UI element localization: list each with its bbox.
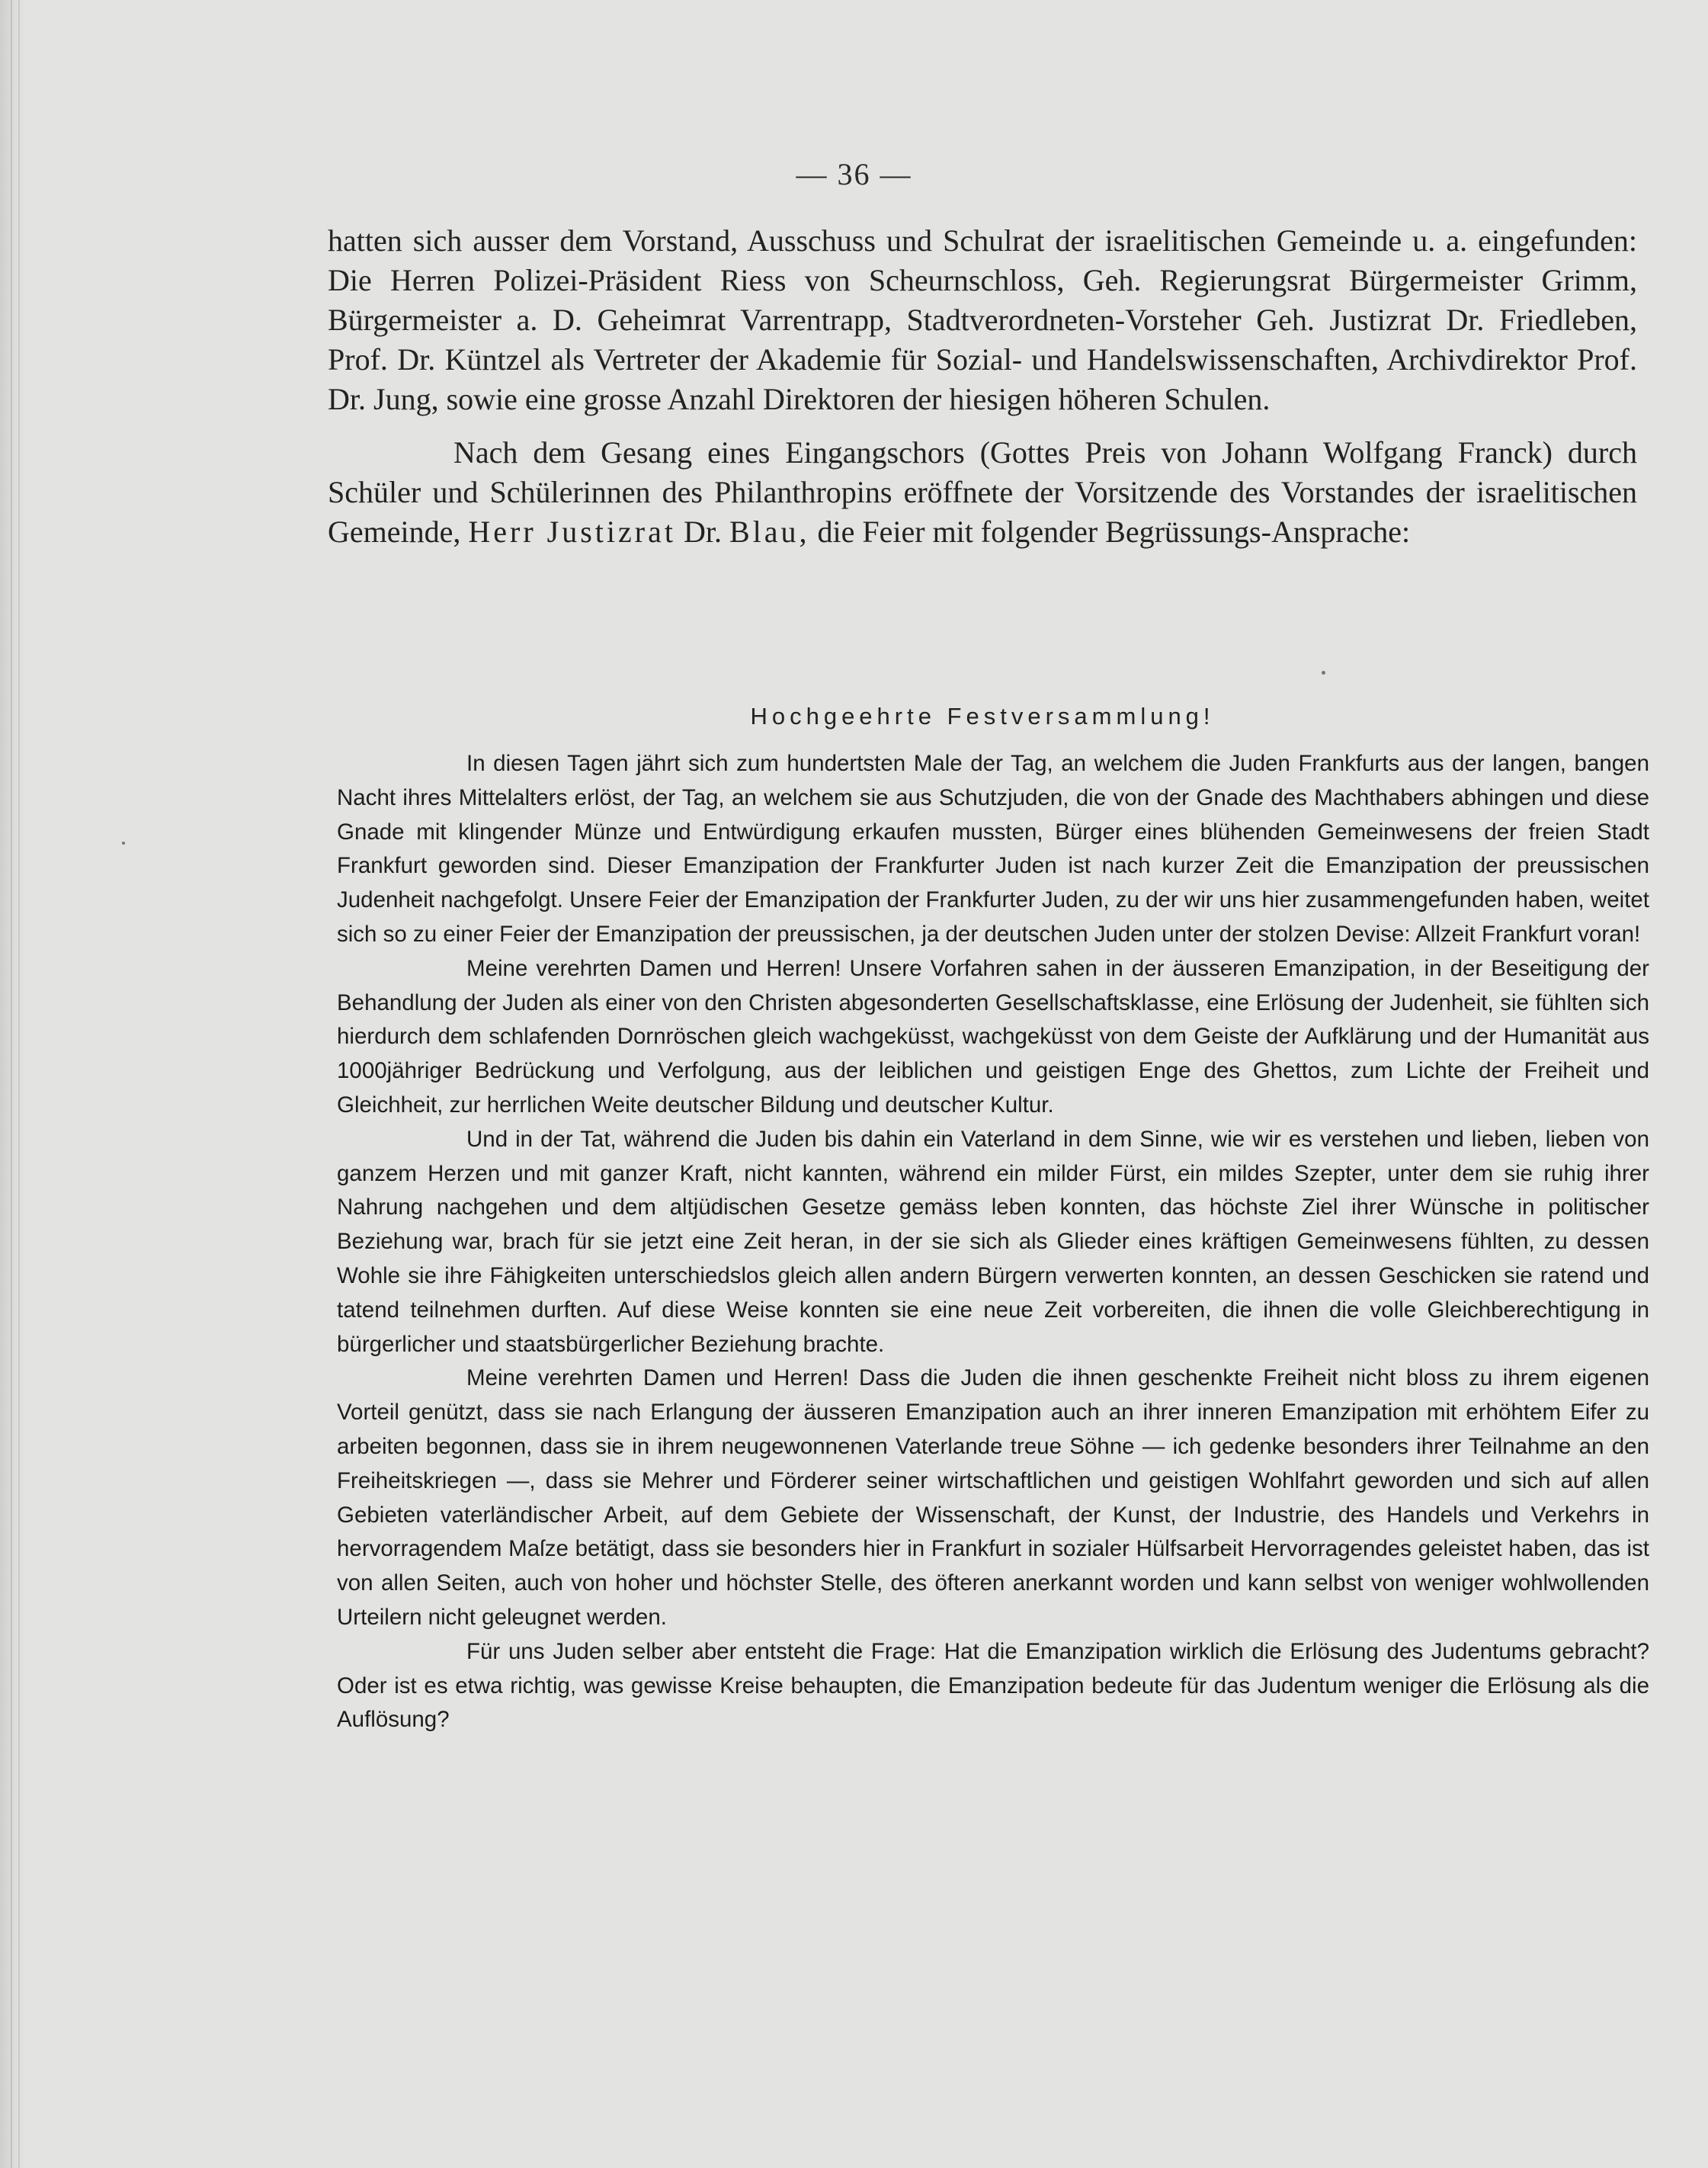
intro-text-segment: Dr. <box>683 515 722 549</box>
speech-paragraph: In diesen Tagen jährt sich zum hundertsten Male der Tag, an welchem die Juden Frankfurts aus der langen, bangen Nacht ihres Mittelalters erlöst, der Tag, an welchem sie aus Schutzjuden, die von der Gnade des Machthabers abhingen und diese Gnade mit klingender Münze und Entwürdigung erkaufen mussten, Bürger eines blühenden Gemeinwesens der freien Stadt Frankfurt geworden sind. Dieser Emanzipation der Frankfurter Juden ist nach kurzer Zeit die Emanzipation der preussischen Judenheit nachgefolgt. Unsere Feier der Emanzipation der Frankfurter Juden, zu der wir uns hier zusammengefunden haben, weitet sich so zu einer Feier der Emanzipation der preussischen, ja der deutschen Juden unter der stolzen Devise: Allzeit Frankfurt voran! <box>337 751 1649 947</box>
speech-body <box>337 747 1649 1737</box>
intro-paragraph: hatten sich ausser dem Vorstand, Ausschuss und Schulrat der israelitischen Gemeinde u. a. eingefunden: Die Herren Polizei-Präsident Riess von Scheurnschloss, Geh. Regierungsrat Bürgermeister Grimm, Bürgermeister a. D. Geheimrat Varrentrapp, Stadtverordneten-Vorsteher Geh. Justizrat Dr. Friedleben, Prof. Dr. Küntzel als Vertreter der Akademie für Sozial- und Handelswissenschaften, Archivdirektor Prof. Dr. Jung, sowie eine grosse Anzahl Direktoren der hiesigen höheren Schulen. <box>328 223 1637 416</box>
speech-paragraph: Für uns Juden selber aber entsteht die Frage: Hat die Emanzipation wirklich die Erlösung des Judentums gebracht? Oder ist es etwa richtig, was gewisse Kreise behaupten, die Emanzipation bedeute für das Judentum weniger die Erlösung als die Auflösung? <box>337 1638 1649 1733</box>
speaker-title: Herr Justizrat <box>468 515 676 549</box>
page-number: — 36 — <box>796 157 912 191</box>
intro-text-segment: die Feier mit folgender Begrüssungs-Ansprache: <box>817 515 1411 549</box>
speech-paragraph: Und in der Tat, während die Juden bis dahin ein Vaterland in dem Sinne, wie wir es verstehen und lieben, lieben von ganzem Herzen und mit ganzer Kraft, nicht kannten, während ein milder Fürst, ein mildes Szepter, unter dem sie ruhig ihrer Nahrung nachgehen und dem altjüdischen Gesetze gemäss leben konnten, das höchste Ziel ihrer Wünsche in politischer Beziehung war, brach für sie jetzt eine Zeit heran, in der sie sich als Glieder eines kräftigen Gemeinwesens fühlten, zu dessen Wohle sie ihre Fähigkeiten unterschiedslos gleich allen andern Bürgern verwerten konnten, an dessen Geschicken sie ratend und tatend teilnehmen durften. Auf diese Weise konnten sie eine neue Zeit vorbereiten, die ihnen die volle Gleichberechtigung in bürgerlicher und staatsbürgerlicher Beziehung brachte. <box>337 1126 1649 1357</box>
intro-text <box>328 221 1637 552</box>
page-edge-line <box>18 0 20 2168</box>
intro-paragraph <box>328 433 1637 552</box>
speech-paragraph: Meine verehrten Damen und Herren! Dass die Juden die ihnen geschenkte Freiheit nicht bloss zu ihrem eigenen Vorteil genützt, dass sie nach Erlangung der äusseren Emanzipation auch an ihrer inneren Emanzipation mit erhöhtem Eifer zu arbeiten begonnen, dass sie in ihrem neugewonnenen Vaterlande treue Söhne — ich gedenke besonders ihrer Teilnahme an den Freiheitskriegen —, dass sie Mehrer und Förderer seiner wirtschaftlichen und geistigen Wohlfahrt geworden und sich auf allen Gebieten vaterländischer Arbeit, auf dem Gebiete der Wissenschaft, der Kunst, der Industrie, des Handels und Verkehrs in hervorragendem Maſze betätigt, dass sie besonders hier in Frankfurt in sozialer Hülfsarbeit Hervorragendes geleistet haben, das ist von allen Seiten, auch von hoher und höchster Stelle, des öfteren anerkannt worden und kann selbst von weniger wohlwollenden Urteilern nicht geleugnet werden. <box>337 1365 1649 1630</box>
intro-text-segment: Nach dem Gesang eines Eingangschors (Gottes Preis von Johann Wolfgang Franck) durch Schüler und Schülerinnen des Philanthropins eröffnete der Vorsitzende des Vorstandes der israelitischen Gemeinde, <box>328 435 1637 549</box>
speaker-name: Blau, <box>729 515 810 549</box>
speech-paragraph: Meine verehrten Damen und Herren! Unsere Vorfahren sahen in der äusseren Emanzipation, in der Beseitigung der Behandlung der Juden als einer von den Christen abgesonderten Gesellschaftsklasse, eine Erlösung der Judenheit, sie fühlten sich hierdurch dem schlafenden Dornröschen gleich wachgeküsst, wachgeküsst von dem Geiste der Aufklärung und der Humanität aus 1000jähriger Bedrückung und Verfolgung, aus der leiblichen und geistigen Enge des Ghettos, zum Lichte der Freiheit und Gleichheit, zur herrlichen Weite deutscher Bildung und deutscher Kultur. <box>337 955 1649 1118</box>
paper-speck <box>1322 671 1325 675</box>
speech-heading: Hochgeehrte Festversammlung! <box>750 703 1215 730</box>
page-edge-line <box>11 0 12 2168</box>
paper-speck <box>122 842 125 845</box>
page-edge-shadow <box>0 0 26 2168</box>
